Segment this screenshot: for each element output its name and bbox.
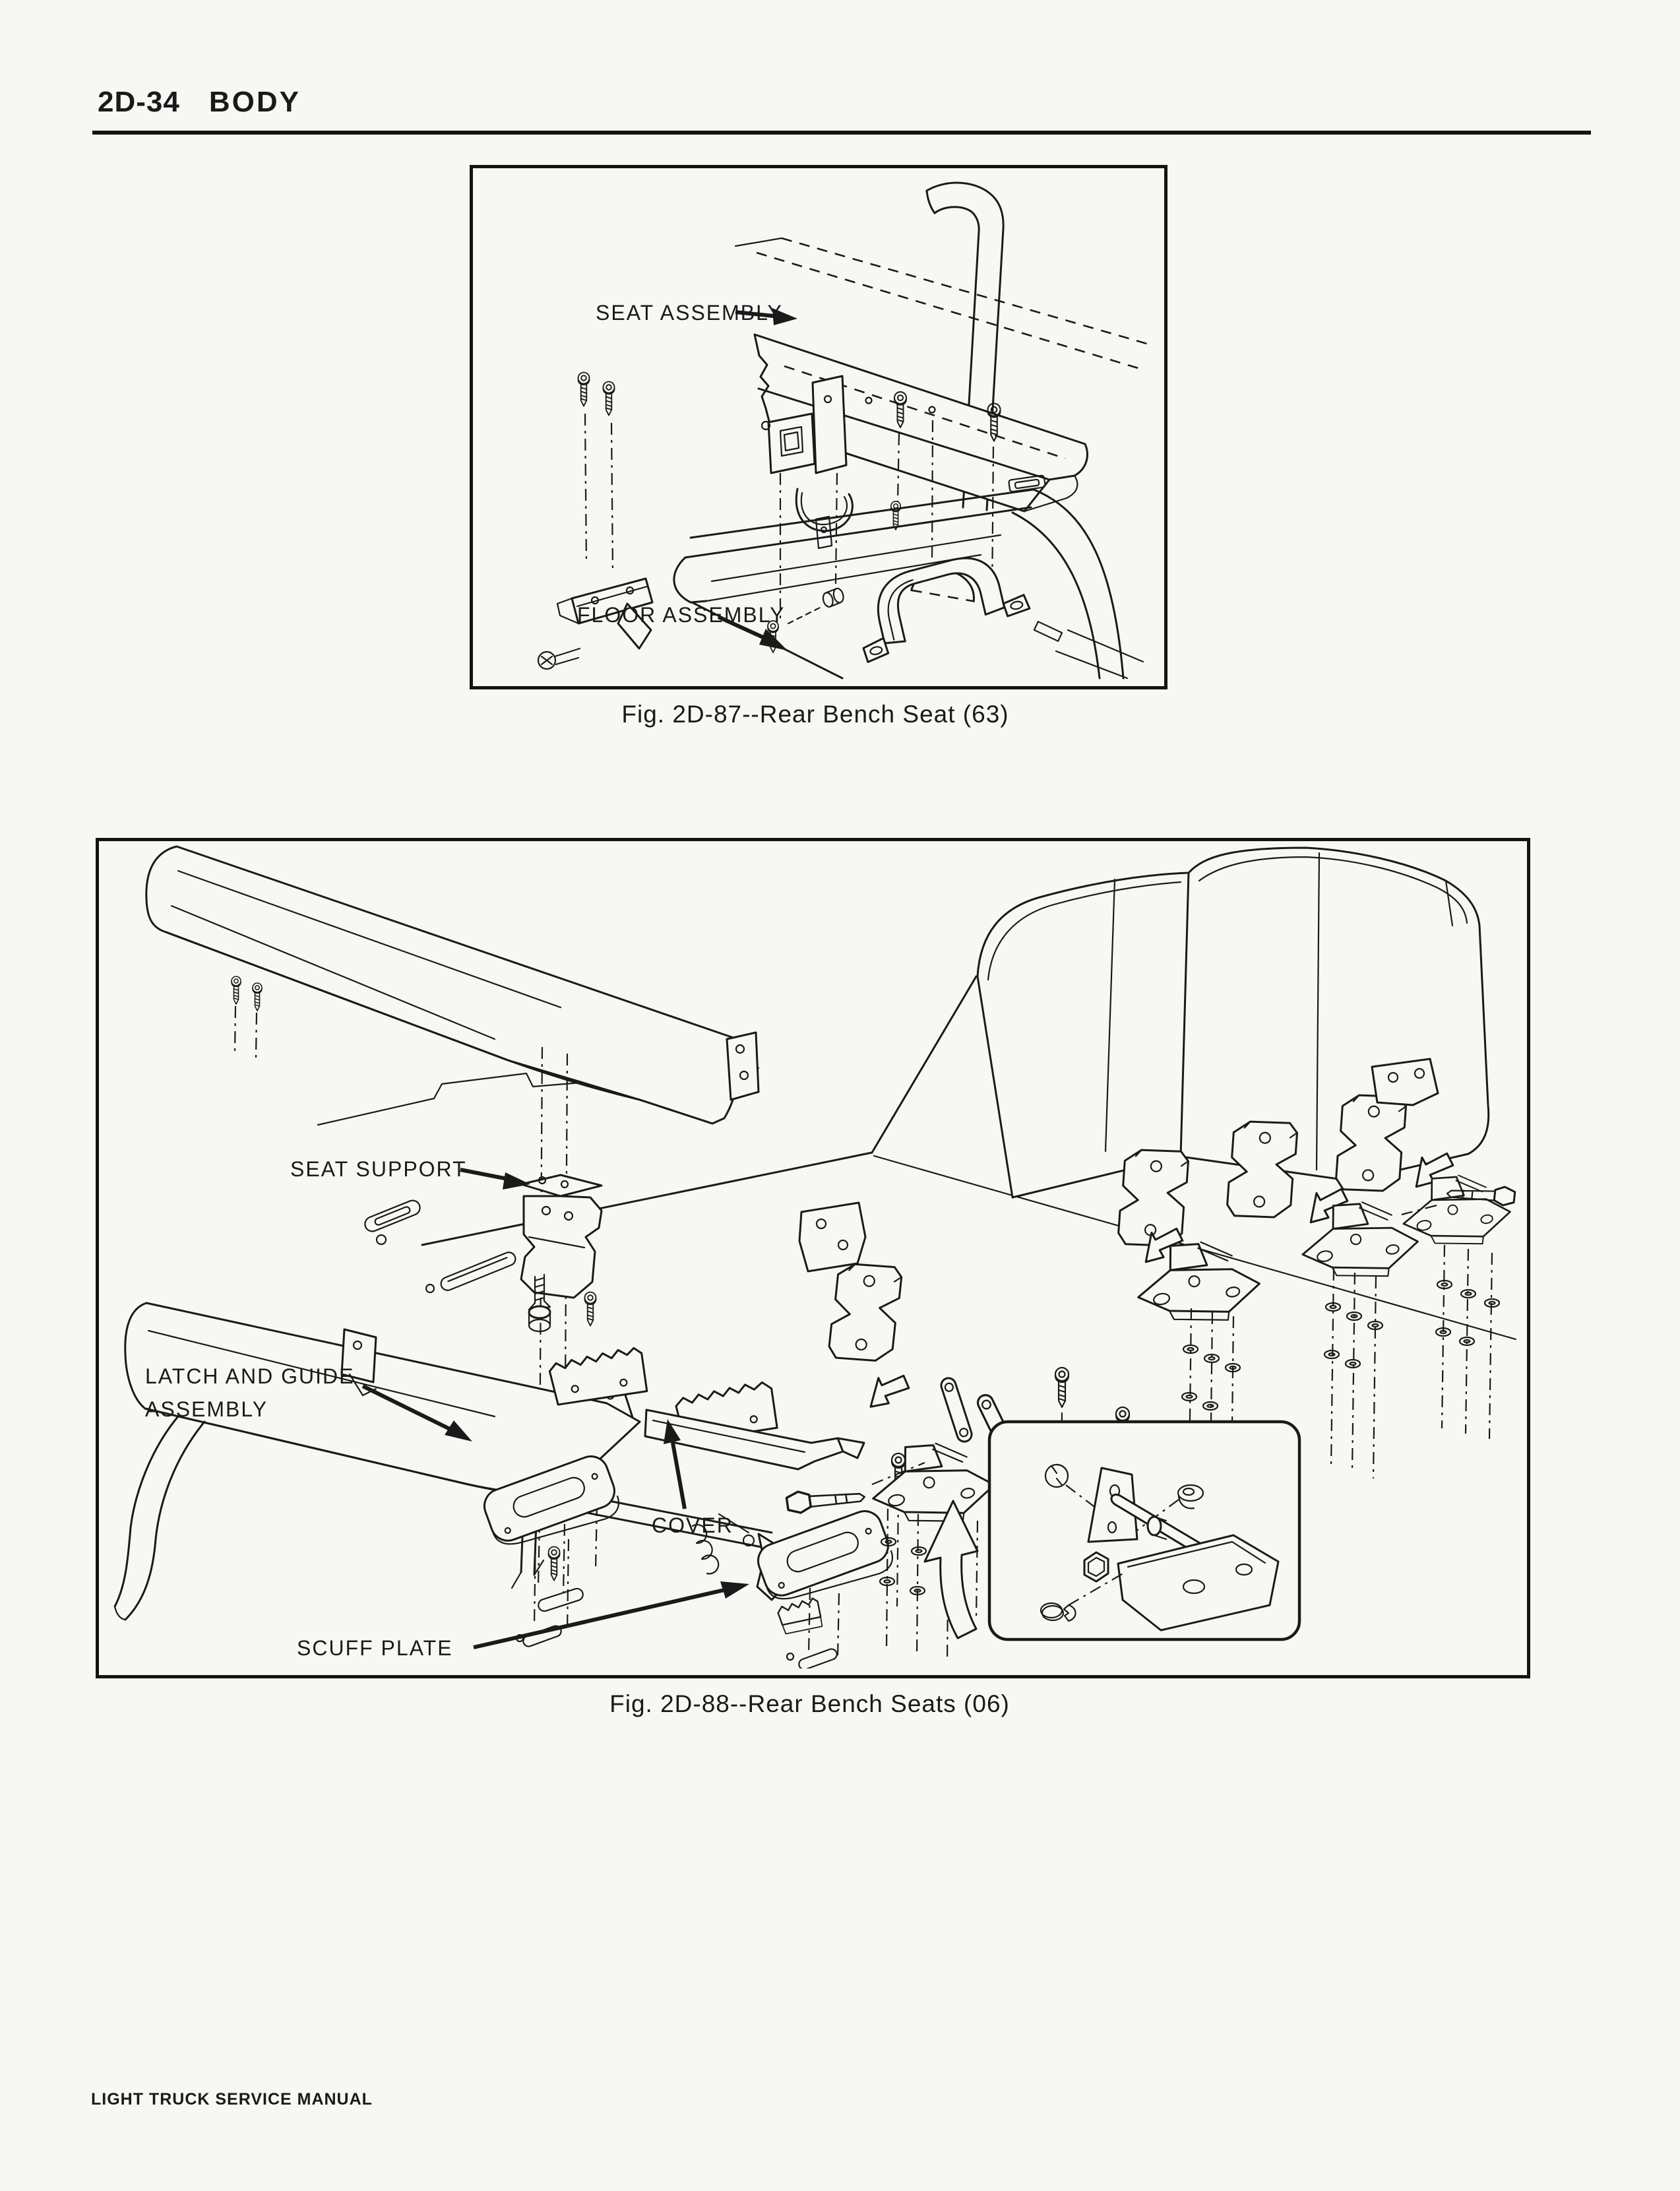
section-title: BODY xyxy=(208,86,301,118)
scuff-plate-2 xyxy=(753,1453,905,1668)
label-floor-assembly: FLOOR ASSEMBLY xyxy=(577,603,786,627)
figure-2d88-caption: Fig. 2D-88--Rear Bench Seats (06) xyxy=(609,1690,1010,1717)
label-seat-support-arrow xyxy=(460,1170,530,1190)
label-latch-and-guide-line2: ASSEMBLY xyxy=(145,1397,268,1421)
page-number: 2D-34 xyxy=(98,86,180,118)
page-header xyxy=(98,86,301,119)
label-scuff-plate-arrow xyxy=(474,1581,749,1647)
label-latch-and-guide-line1: LATCH AND GUIDE xyxy=(145,1364,355,1388)
header-rule xyxy=(92,131,1591,135)
figure-2d87-caption: Fig. 2D-87--Rear Bench Seat (63) xyxy=(621,701,1009,728)
label-scuff-plate: SCUFF PLATE xyxy=(297,1636,453,1660)
label-seat-support: SEAT SUPPORT xyxy=(290,1157,467,1181)
figure-2d87-frame xyxy=(470,165,1167,689)
seat-support-bracket xyxy=(848,546,1033,662)
manual-footer: LIGHT TRUCK SERVICE MANUAL xyxy=(91,2090,373,2109)
exploded-diagram-rear-bench-seat-63 xyxy=(473,168,1158,680)
label-seat-assembly: SEAT ASSEMBLY xyxy=(596,301,783,325)
latch-detail-inset xyxy=(989,1422,1299,1639)
label-cover: COVER xyxy=(652,1513,733,1537)
lower-seat-cushion xyxy=(115,1303,640,1620)
exploded-diagram-rear-bench-seats-06 xyxy=(99,841,1520,1668)
figure-2d88-frame xyxy=(96,838,1530,1678)
